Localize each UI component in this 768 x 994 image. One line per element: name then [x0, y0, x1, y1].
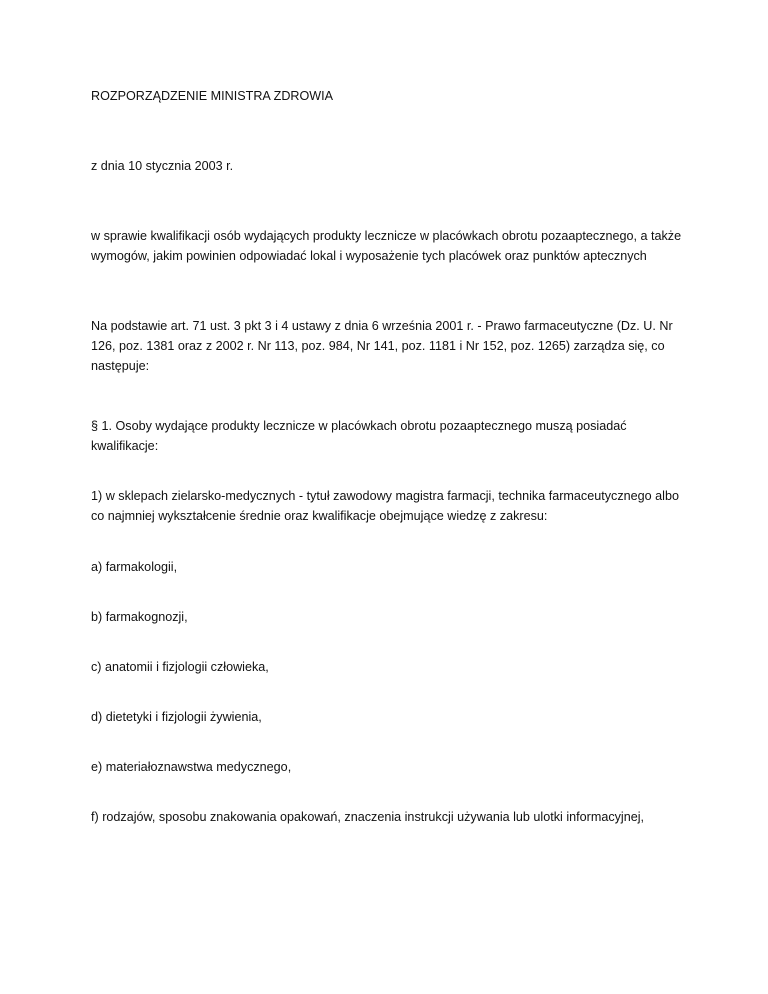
- list-item-e: e) materiałoznawstwa medycznego,: [91, 760, 292, 774]
- document-title: ROZPORZĄDZENIE MINISTRA ZDROWIA: [91, 89, 334, 103]
- document-subject: w sprawie kwalifikacji osób wydających produkty lecznicze w placówkach obrotu pozaaptecznego, a także wymogów, jakim powinien odpowiadać lokal i wyposażenie tych placówek oraz punktów aptecznych: [91, 229, 682, 263]
- section-1-paragraph: § 1. Osoby wydające produkty lecznicze w placówkach obrotu pozaaptecznego muszą posiadać kwalifikacje:: [91, 419, 627, 453]
- list-item-c: c) anatomii i fizjologii człowieka,: [91, 660, 269, 674]
- preamble-paragraph: Na podstawie art. 71 ust. 3 pkt 3 i 4 ustawy z dnia 6 września 2001 r. - Prawo farmaceutyczne (Dz. U. Nr 126, poz. 1381 oraz z 2002 r. Nr 113, poz. 984, Nr 141, poz. 1181 i Nr 152, poz. 1265) zarządza się, co następuje:: [91, 319, 673, 373]
- list-item-a: a) farmakologii,: [91, 560, 178, 574]
- list-item-d: d) dietetyki i fizjologii żywienia,: [91, 710, 262, 724]
- document-date: z dnia 10 stycznia 2003 r.: [91, 159, 234, 173]
- list-item-f: f) rodzajów, sposobu znakowania opakowań, znaczenia instrukcji używania lub ulotki informacyjnej,: [91, 810, 645, 824]
- point-1-paragraph: 1) w sklepach zielarsko-medycznych - tytuł zawodowy magistra farmacji, technika farmaceutycznego albo co najmniej wykształcenie średnie oraz kwalifikacje obejmujące wiedzę z zakresu:: [91, 489, 679, 523]
- list-item-b: b) farmakognozji,: [91, 610, 188, 624]
